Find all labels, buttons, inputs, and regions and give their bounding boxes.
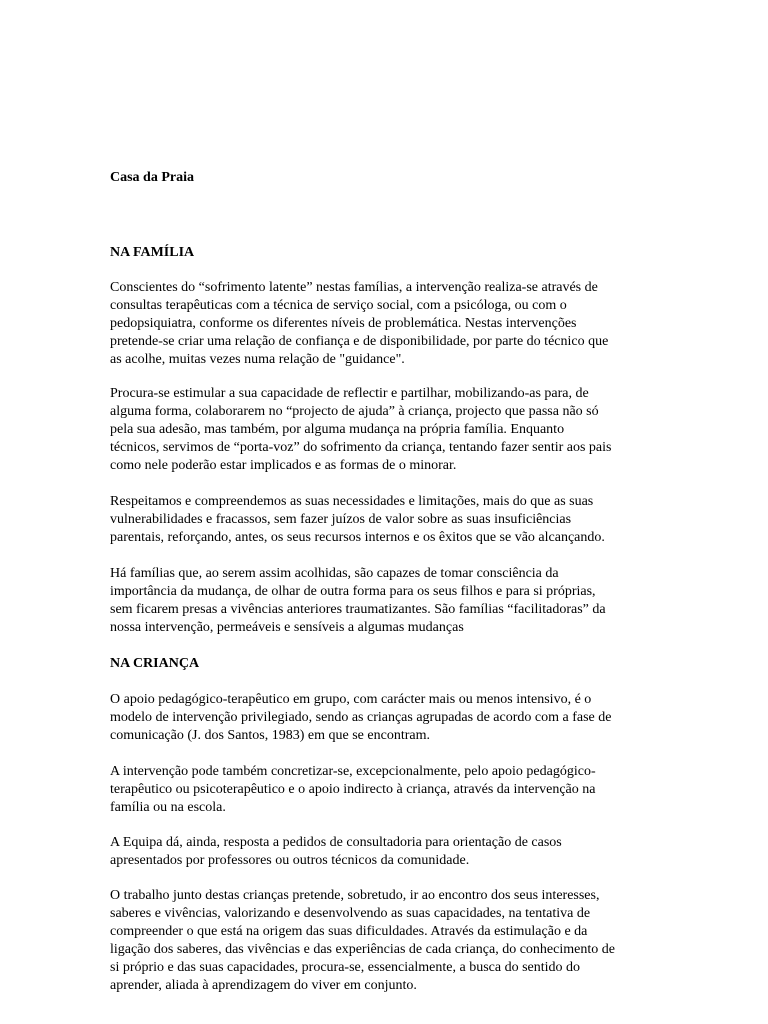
paragraph <box>110 493 670 547</box>
text-line: O apoio pedagógico-terapêutico em grupo, com carácter mais ou menos intensivo, é o <box>110 692 592 707</box>
text-line: si próprio e das suas capacidades, procura-se, essencialmente, a busca do sentido do <box>110 960 581 975</box>
text-line: nossa intervenção, permeáveis e sensíveis a algumas mudanças <box>110 620 464 635</box>
text-line: modelo de intervenção privilegiado, sendo as crianças agrupadas de acordo com a fase de <box>110 710 612 725</box>
text-line: Respeitamos e compreendemos as suas necessidades e limitações, mais do que as suas <box>110 494 594 509</box>
text-line: pedopsiquiatra, conforme os diferentes níveis de problemática. Nestas intervenções <box>110 316 577 331</box>
section-heading-familia: NA FAMÍLIA <box>110 245 195 260</box>
text-line: alguma forma, colaborarem no “projecto de ajuda” à criança, projecto que passa não só <box>110 404 599 419</box>
text-line: A Equipa dá, ainda, resposta a pedidos de consultadoria para orientação de casos <box>110 835 562 850</box>
paragraph <box>110 834 670 870</box>
text-line: família ou na escola. <box>110 800 226 815</box>
text-line: técnicos, servimos de “porta-voz” do sofrimento da criança, tentando fazer sentir aos pais <box>110 440 612 455</box>
text-line: Procura-se estimular a sua capacidade de reflectir e partilhar, mobilizando-as para, de <box>110 386 589 401</box>
text-line: como nele poderão estar implicados e as formas de o minorar. <box>110 458 457 473</box>
text-line: consultas terapêuticas com a técnica de serviço social, com a psicóloga, ou com o <box>110 298 567 313</box>
text-line: O trabalho junto destas crianças pretende, sobretudo, ir ao encontro dos seus interesses, <box>110 888 600 903</box>
text-line: importância da mudança, de olhar de outra forma para os seus filhos e para si próprias, <box>110 584 596 599</box>
text-line: Há famílias que, ao serem assim acolhidas, são capazes de tomar consciência da <box>110 566 559 581</box>
text-line: as acolhe, muitas vezes numa relação de "guidance". <box>110 352 405 367</box>
text-line: aprender, aliada à aprendizagem do viver em conjunto. <box>110 978 417 993</box>
text-line: pretende-se criar uma relação de confiança e de disponibilidade, por parte do técnico que <box>110 334 609 349</box>
text-line: saberes e vivências, valorizando e desenvolvendo as suas capacidades, na tentativa de <box>110 906 591 921</box>
section-heading-crianca: NA CRIANÇA <box>110 656 200 671</box>
text-line: comunicação (J. dos Santos, 1983) em que se encontram. <box>110 728 430 743</box>
text-line: terapêutico ou psicoterapêutico e o apoio indirecto à criança, através da intervenção na <box>110 782 596 797</box>
text-line: A intervenção pode também concretizar-se, excepcionalmente, pelo apoio pedagógico- <box>110 764 596 779</box>
text-line: vulnerabilidades e fracassos, sem fazer juízos de valor sobre as suas insuficiências <box>110 512 572 527</box>
paragraph <box>110 385 670 475</box>
paragraph <box>110 565 670 637</box>
document-title: Casa da Praia <box>110 170 194 185</box>
paragraph <box>110 279 670 369</box>
text-line: parentais, reforçando, antes, os seus recursos internos e os êxitos que se vão alcançando. <box>110 530 605 545</box>
text-line: apresentados por professores ou outros técnicos da comunidade. <box>110 853 470 868</box>
paragraph <box>110 887 670 995</box>
paragraph <box>110 691 670 745</box>
text-line: ligação dos saberes, das vivências e das experiências de cada criança, do conhecimento de <box>110 942 615 957</box>
text-line: compreender o que está na origem das suas dificuldades. Através da estimulação e da <box>110 924 588 939</box>
text-line: pela sua adesão, mas também, por alguma mudança na própria família. Enquanto <box>110 422 565 437</box>
paragraph <box>110 763 670 817</box>
text-line: sem ficarem presas a vivências anteriores traumatizantes. São famílias “facilitadoras” da <box>110 602 606 617</box>
text-line: Conscientes do “sofrimento latente” nestas famílias, a intervenção realiza-se através de <box>110 280 598 295</box>
